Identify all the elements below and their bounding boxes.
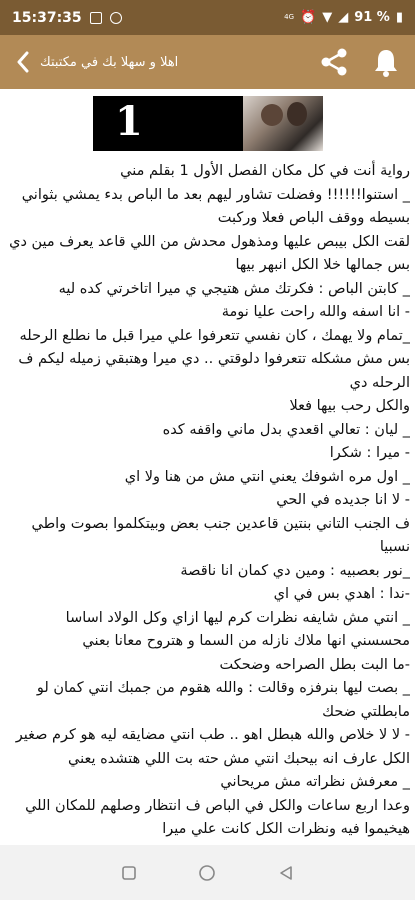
wifi-icon: ▼ xyxy=(322,10,333,25)
navigation-bar xyxy=(0,845,415,900)
story-line: _ كابتن الباص : فكرتك مش هتيجي ي ميرا اتاخرتي كده ليه xyxy=(58,280,410,297)
notification-icon xyxy=(90,12,102,24)
story-line: وعدا اربع ساعات والكل في الباص ف انتظار وصلهم للمكان اللي هيخيموا فيه ونظرات الكل كانت علي ميرا xyxy=(25,797,410,837)
battery-icon: ▮ xyxy=(395,10,403,25)
status-bar xyxy=(0,0,415,35)
recent-apps-icon[interactable] xyxy=(114,858,144,888)
story-line: ف الجنب التاني بنتين قاعدين جنب بعض وبيتكلموا بصوت واطي نسبيا xyxy=(31,515,410,555)
back-icon[interactable] xyxy=(271,858,301,888)
status-right xyxy=(284,10,403,25)
story-line: - انا اسفه والله راحت عليا نومة xyxy=(221,304,410,320)
app-title: اهلا و سهلا بك في مكتبتك xyxy=(40,54,179,70)
chapter-number: 1 xyxy=(115,98,143,145)
story-line: _تمام ولا يهمك ، كان نفسي تتعرفوا علي ميرا قبل ما نطلع الرحله بس مش مشكله تتعرفوا دلوقتي .. دي ميرا وهتبقي زميله ليكم ف الرحله دي xyxy=(18,327,410,391)
chapter-banner xyxy=(93,96,323,151)
story-line: _نور بعصبيه : ومين دي كمان انا ناقصة xyxy=(180,562,410,579)
story-line: _ بصت ليها بنرفزه وقالت : والله هقوم من جمبك انتي كمان لو مابطلتي ضحك xyxy=(36,680,410,720)
share-icon[interactable] xyxy=(317,45,351,79)
story-line: - لا لا خلاص والله هبطل اهو .. طب انتي مضايقه ليه هو كرم صغير الكل عارف انه بيحبك انتي مش حته بت اللي هتشده يعني xyxy=(15,727,410,767)
chevron-left-icon[interactable] xyxy=(12,47,34,77)
story-line: لقت الكل بيبص عليها ومذهول محدش من اللي قاعد يعرف مين دي بس جمالها خلا الكل انبهر بيها xyxy=(9,233,410,273)
app-bar xyxy=(0,35,415,89)
story-line: - ميرا : شكرا xyxy=(329,445,410,461)
story-line: -ندا : اهدي بس في اي xyxy=(273,586,410,602)
story-line: _ ليان : تعالي اقعدي بدل ماني واقفه كده xyxy=(162,421,410,438)
story-line: _ استنوا!!!!!! وفضلت تشاور ليهم بعد ما الباص بدء يمشي بثواني بسيطه ووقف الباص فعلا وركبت xyxy=(21,186,410,226)
story-text xyxy=(5,160,410,845)
couple-photo xyxy=(243,96,323,151)
story-line: _ اول مره اشوفك يعني انتي مش من هنا ولا اي xyxy=(124,468,410,485)
alarm-icon: ⏰ xyxy=(300,10,317,25)
home-icon[interactable] xyxy=(192,858,222,888)
story-line: - لا انا جديده في الحي xyxy=(276,492,410,508)
status-time: 15:37:35 xyxy=(12,9,82,26)
app-actions xyxy=(317,45,403,79)
battery-level: 91 % xyxy=(354,10,390,25)
signal-icon: ◢ xyxy=(338,10,349,25)
network-type: 4G xyxy=(284,13,294,21)
bell-icon[interactable] xyxy=(369,45,403,79)
story-line: _ معرفش نظراته مش مريحاني xyxy=(220,774,410,790)
story-line: -ما البت بطل الصراحه وضحكت xyxy=(219,656,410,673)
status-left xyxy=(12,10,122,26)
story-line: _ انتي مش شايفه نظرات كرم ليها ازاي وكل الولاد اساسا محسسني انها ملاك نازله من السما و هتروح معانا بعني xyxy=(65,609,410,649)
notification-icon xyxy=(110,12,122,24)
story-line: والكل رحب بيها فعلا xyxy=(289,398,410,414)
story-line: رواية أنت في كل مكان الفصل الأول 1 بقلم مني xyxy=(120,163,410,179)
